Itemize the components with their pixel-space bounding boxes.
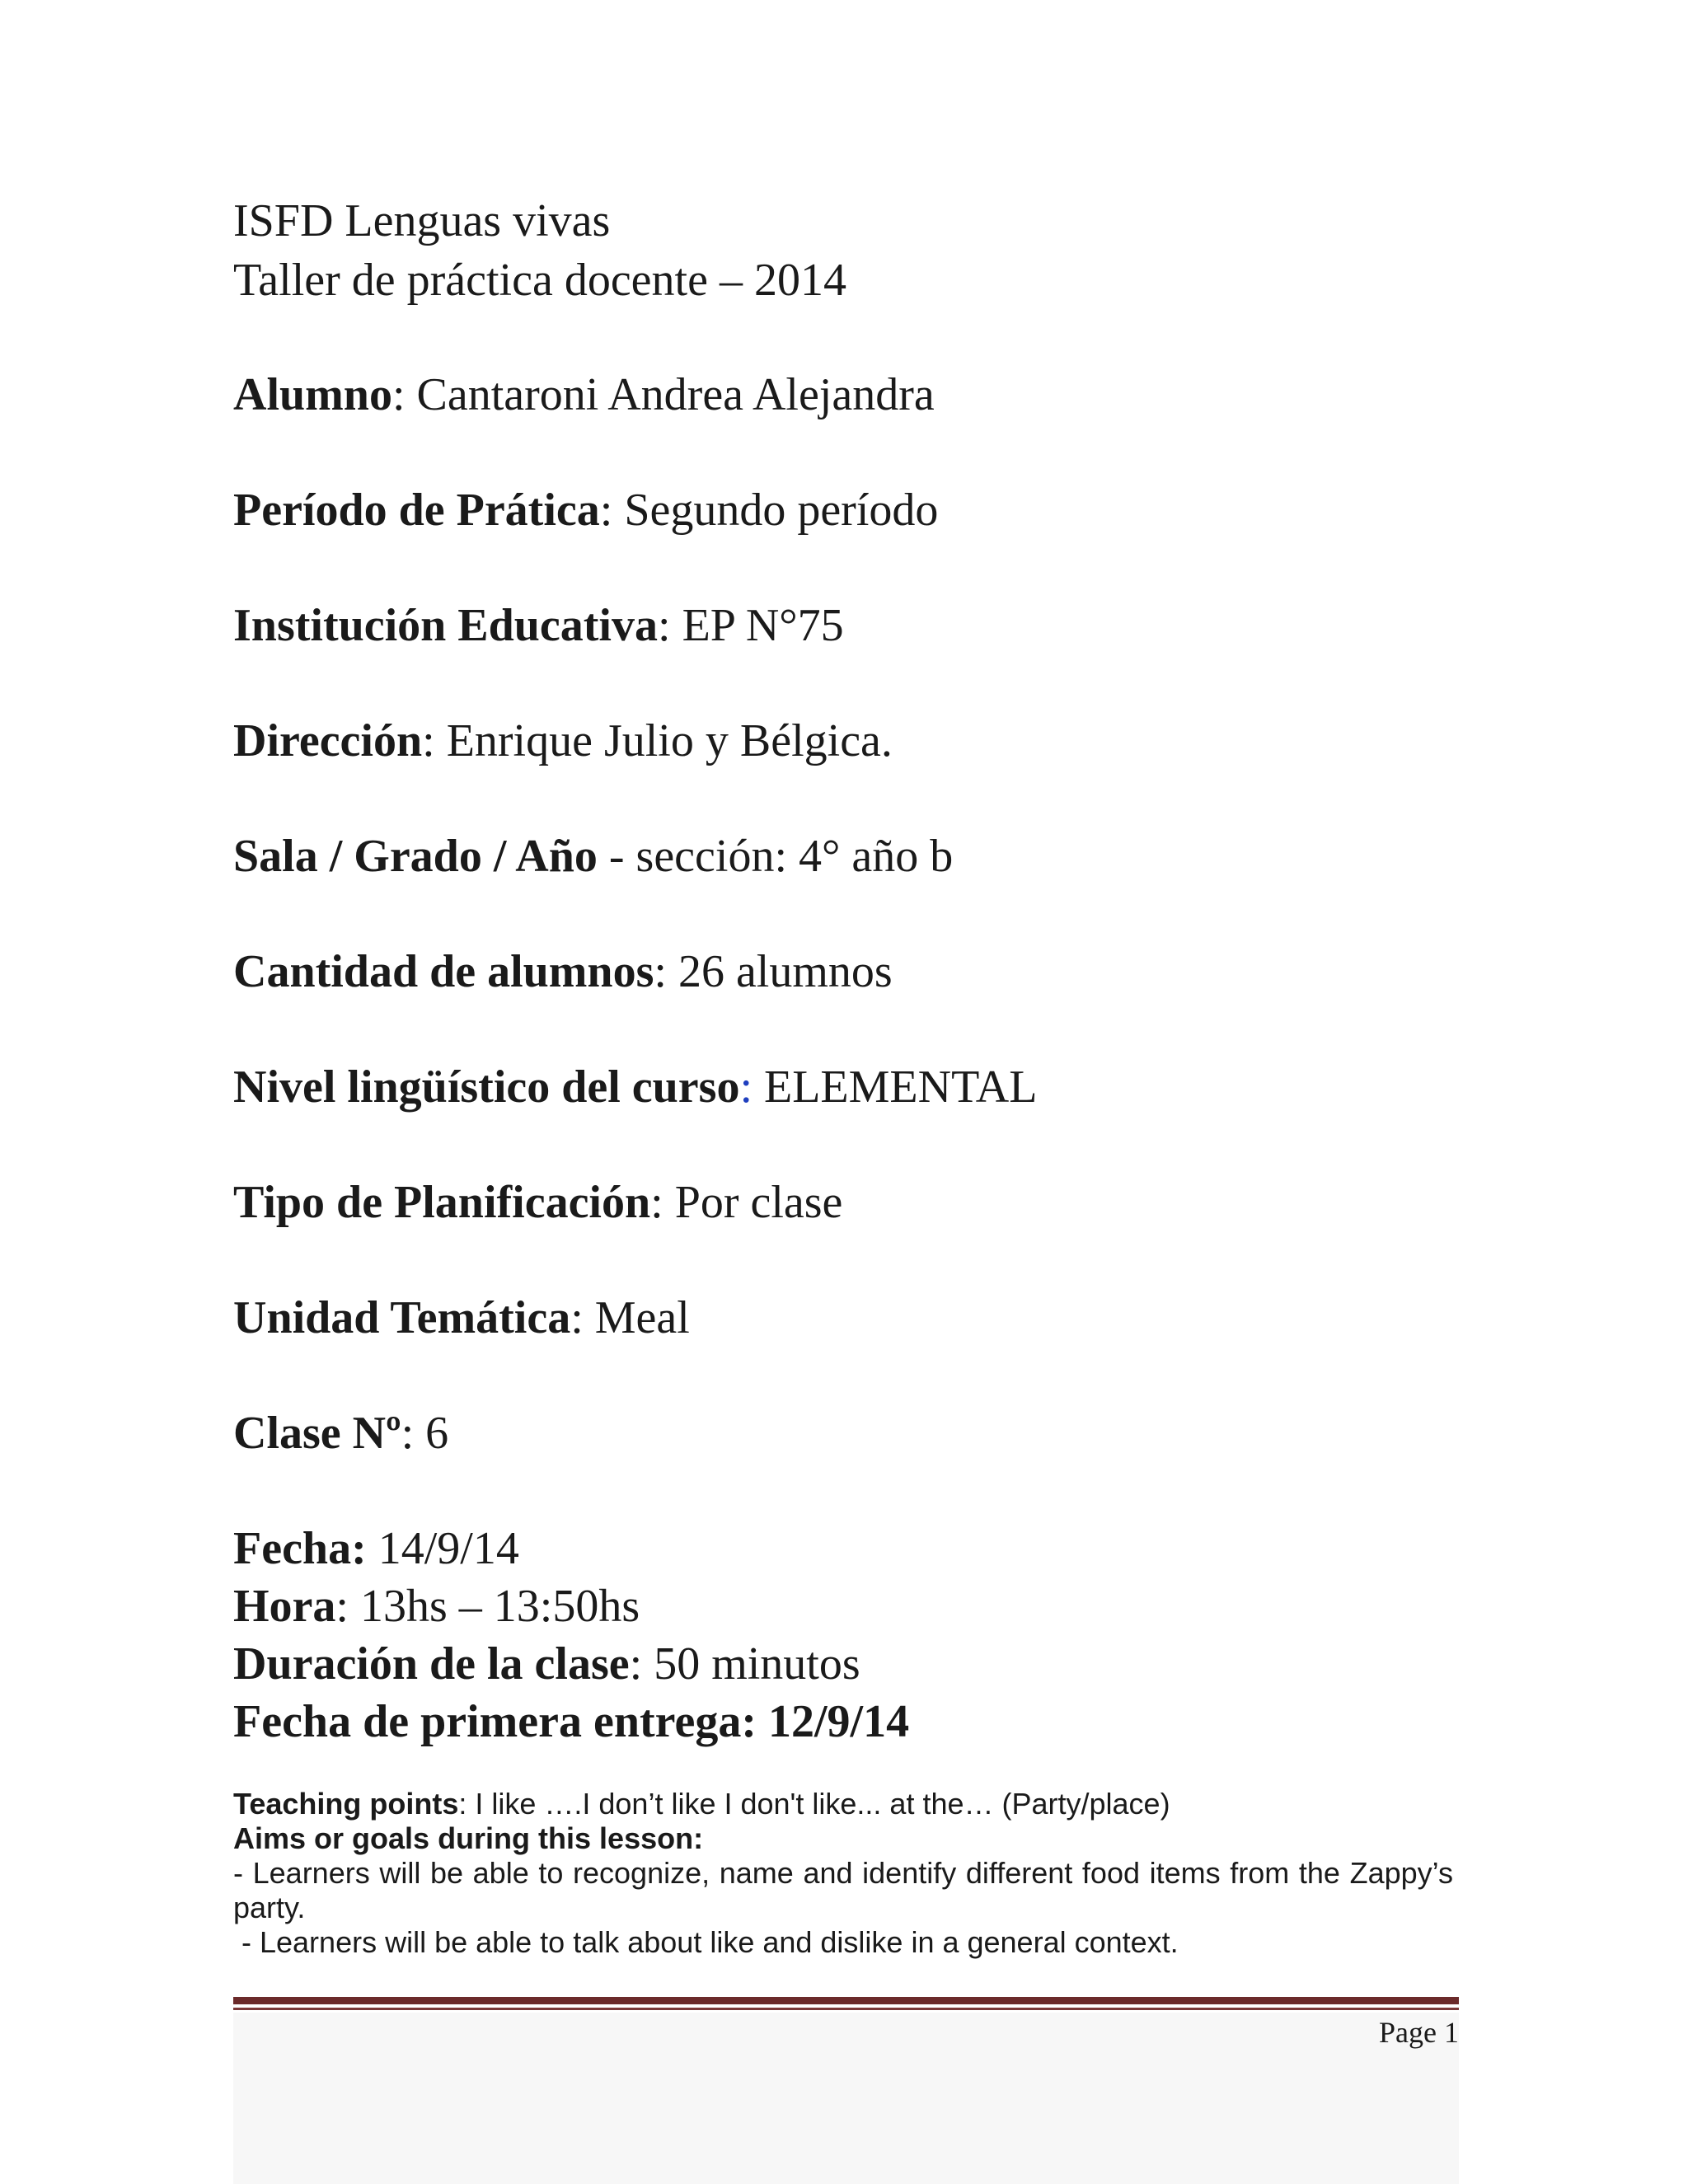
field-entrega [233,1692,909,1751]
field-value: 50 minutos [642,1638,860,1690]
field-separator: : [599,485,613,536]
field-label: Fecha: [233,1523,367,1574]
field-separator: : [422,715,435,766]
field-label: Unidad Temática [233,1292,571,1343]
field-separator: : [650,1177,663,1228]
field-clase [233,1404,448,1463]
field-alumno [233,365,935,424]
footer-divider [233,1997,1459,2004]
field-value: Meal [583,1292,690,1343]
field-label: Fecha de primera entrega: 12/9/14 [233,1696,910,1747]
field-label: Período de Prática [233,485,600,536]
field-value: Cantaroni Andrea Alejandra [405,369,935,420]
course-title: Taller de práctica docente – 2014 [233,255,846,306]
field-value: 6 [414,1408,449,1459]
field-separator: : [658,600,671,651]
field-separator: : [629,1638,643,1690]
footer-background [233,2013,1459,2184]
field-tipo [233,1173,842,1232]
field-unidad [233,1288,690,1347]
field-duracion [233,1634,860,1694]
field-value: Segundo período [612,485,939,536]
teaching-points-value: : I like ….I don’t like I don't like... at the… (Party/place) [458,1787,1170,1821]
field-label: Sala / Grado / Año [233,831,598,882]
field-value: Enrique Julio y Bélgica. [434,715,893,766]
field-separator: : [739,1062,753,1113]
field-label: Tipo de Planificación [233,1177,651,1228]
field-label: Cantidad de alumnos [233,946,654,997]
field-label: Clase Nº [233,1408,401,1459]
field-hora [233,1577,640,1636]
field-value: sección: 4° año b [635,831,954,882]
field-value: 14/9/14 [366,1523,519,1574]
field-label: Nivel lingüístico del curso [233,1062,740,1113]
institution-name: ISFD Lenguas vivas [233,195,611,246]
field-value: 26 alumnos [666,946,893,997]
field-sala [233,827,953,886]
aim-item: - Learners will be able to talk about like and dislike in a general context. [233,1925,1179,1959]
field-label: Duración de la clase [233,1638,630,1690]
field-label: Hora [233,1581,336,1632]
teaching-points [233,1787,1453,1821]
field-cantidad [233,942,893,1001]
aim-item: - Learners will be able to recognize, name and identify different food items from the Zappy’s party. [233,1856,1453,1924]
field-label: Dirección [233,715,423,766]
field-institucion [233,596,844,655]
field-separator: : [570,1292,584,1343]
aims-heading [233,1821,1453,1856]
document-header [233,191,846,310]
field-value: EP N°75 [670,600,844,651]
field-separator: : [335,1581,349,1632]
page-number: Page 1 [1379,2016,1459,2049]
field-label: Alumno [233,369,392,420]
teaching-points-label: Teaching points [233,1787,459,1821]
field-direccion [233,711,893,771]
field-value: 13hs – 13:50hs [348,1581,640,1632]
field-separator: : [654,946,667,997]
field-periodo [233,480,938,540]
field-separator: : [392,369,406,420]
aims-label: Aims or goals during this lesson: [233,1821,704,1855]
field-label: Institución Educativa [233,600,658,651]
field-separator: - [597,831,636,882]
footer-divider-thin [233,2008,1459,2010]
field-separator: : [401,1408,415,1459]
field-fecha [233,1519,519,1578]
field-value: Por clase [663,1177,843,1228]
field-nivel [233,1057,1037,1117]
field-value: ELEMENTAL [753,1062,1038,1113]
